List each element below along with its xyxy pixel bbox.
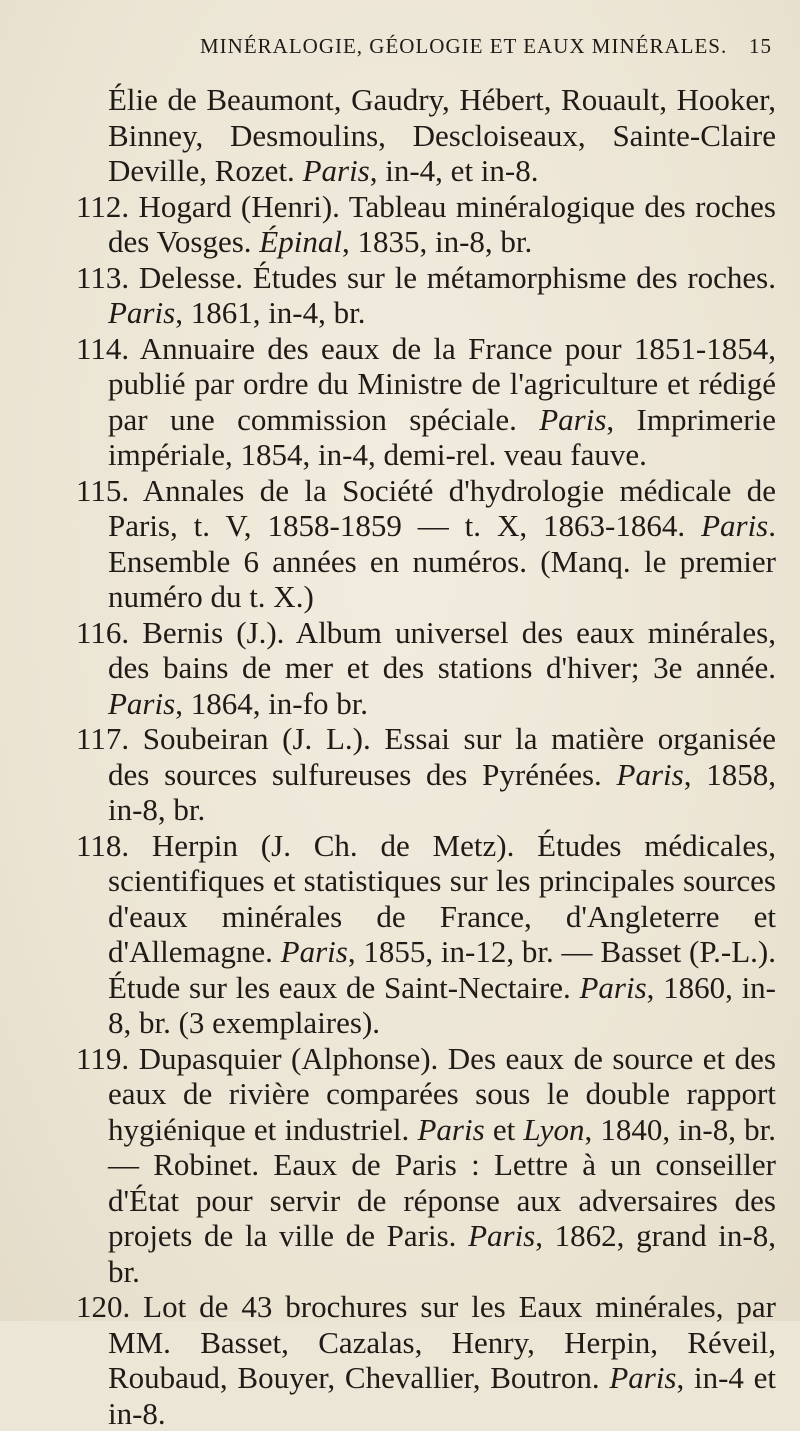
entry-place: Épinal <box>259 224 342 259</box>
entry-text: Élie de Beaumont, Gaudry, Hébert, Rouault, Hooker, Binney, Desmoulins, Descloiseaux, Sainte-Claire Deville, Rozet. <box>108 82 776 188</box>
entry-text: Herpin (J. Ch. de Metz). Études médicales, scientifiques et statistiques sur les principales sources d'eaux minérales de France, d'Angleterre et d'Allemagne. <box>108 827 776 969</box>
entry-number: 117. <box>76 721 130 756</box>
entry-place: Paris <box>579 969 647 1005</box>
entry-text: Hogard (Henri). Tableau minéralogique des roches des Vosges. <box>108 188 776 259</box>
entry-text: . Ensemble 6 années en numéros. (Manq. le premier numéro du t. X.) <box>108 508 776 614</box>
entry-place: Paris <box>108 685 176 721</box>
entry-text: , 1858, in-8, br. <box>108 756 776 827</box>
entry-place: Paris <box>468 1218 536 1253</box>
catalogue-entry <box>76 1041 776 1290</box>
entry-number: 115. <box>76 472 130 508</box>
entry-place: Paris <box>701 508 769 543</box>
entry-text: Dupasquier (Alphonse). Des eaux de source et des eaux de rivière comparées sous le double rapport hygiénique et industriel. <box>108 1040 776 1147</box>
entry-place: Paris <box>616 756 684 792</box>
entry-text: , 1840, in-8, br. — Robinet. Eaux de Paris : Lettre à un conseiller d'État pour servir de réponse aux adversaires des projets de la ville de Paris. <box>108 1111 776 1253</box>
entry-text: , in-4 et in-8. <box>108 1360 776 1431</box>
catalogue-entry <box>76 1289 776 1431</box>
entry-text: , 1835, in-8, br. <box>341 224 533 259</box>
entry-number: 114. <box>76 330 130 366</box>
running-head-title: MINÉRALOGIE, GÉOLOGIE ET EAUX MINÉRALES. <box>200 34 728 58</box>
entry-number: 113. <box>76 259 130 295</box>
entry-text: , 1855, in-12, br. — Basset (P.-L.). Étude sur les eaux de Saint-Nectaire. <box>108 934 777 1005</box>
entry-number: 118. <box>76 827 130 863</box>
entry-place: Paris <box>417 1111 485 1147</box>
catalogue-entries <box>76 82 776 1431</box>
entry-text: Soubeiran (J. L.). Essai sur la matière organisée des sources sulfureuses des Pyrénées. <box>108 721 776 792</box>
catalogue-entry <box>76 82 776 189</box>
entry-text: , 1860, in-8, br. (3 exemplaires). <box>108 969 776 1040</box>
entry-text: Bernis (J.). Album universel des eaux minérales, des bains de mer et des stations d'hiver; 3e année. <box>108 614 776 685</box>
entry-number: 119. <box>76 1040 130 1076</box>
catalogue-entry <box>76 721 776 828</box>
entry-place: Paris <box>539 401 607 437</box>
catalogue-entry <box>76 473 776 615</box>
entry-text: Delesse. Études sur le métamorphisme des roches. <box>129 259 776 295</box>
entry-text: Lot de 43 brochures sur les Eaux minérales, par MM. Basset, Cazalas, Henry, Herpin, Réveil, Roubaud, Bouyer, Chevallier, Boutron. <box>108 1289 776 1395</box>
entry-number: 120. <box>76 1289 131 1324</box>
entry-text: et <box>484 1111 524 1147</box>
entry-place: Paris <box>108 295 176 330</box>
entry-number: 116. <box>76 614 130 650</box>
entry-place: Paris <box>280 934 348 969</box>
entry-place: Lyon <box>523 1111 585 1147</box>
entry-place: Paris <box>609 1360 677 1395</box>
entry-text: , 1861, in-4, br. <box>175 295 366 330</box>
catalogue-entry <box>76 260 776 331</box>
catalogue-entry <box>76 828 776 1041</box>
entry-text: , 1862, grand in-8, br. <box>108 1218 776 1289</box>
entry-place: Paris <box>302 153 370 188</box>
catalogue-entry <box>76 615 776 722</box>
entry-number: 112. <box>76 188 130 224</box>
entry-text: Annuaire des eaux de la France pour 1851-1854, publié par ordre du Ministre de l'agriculture et rédigé par une commission spéciale. <box>108 330 776 437</box>
running-head <box>200 30 772 64</box>
page-number: 15 <box>749 34 772 58</box>
catalogue-entry <box>76 331 776 473</box>
entry-text: , Imprimerie impériale, 1854, in-4, demi-rel. veau fauve. <box>108 401 776 472</box>
entry-text: , 1864, in-fo br. <box>175 685 369 721</box>
entry-text: Annales de la Société d'hydrologie médicale de Paris, t. V, 1858-1859 — t. X, 1863-1864. <box>108 472 776 543</box>
entry-text: , in-4, et in-8. <box>369 153 539 188</box>
catalogue-entry <box>76 189 776 260</box>
